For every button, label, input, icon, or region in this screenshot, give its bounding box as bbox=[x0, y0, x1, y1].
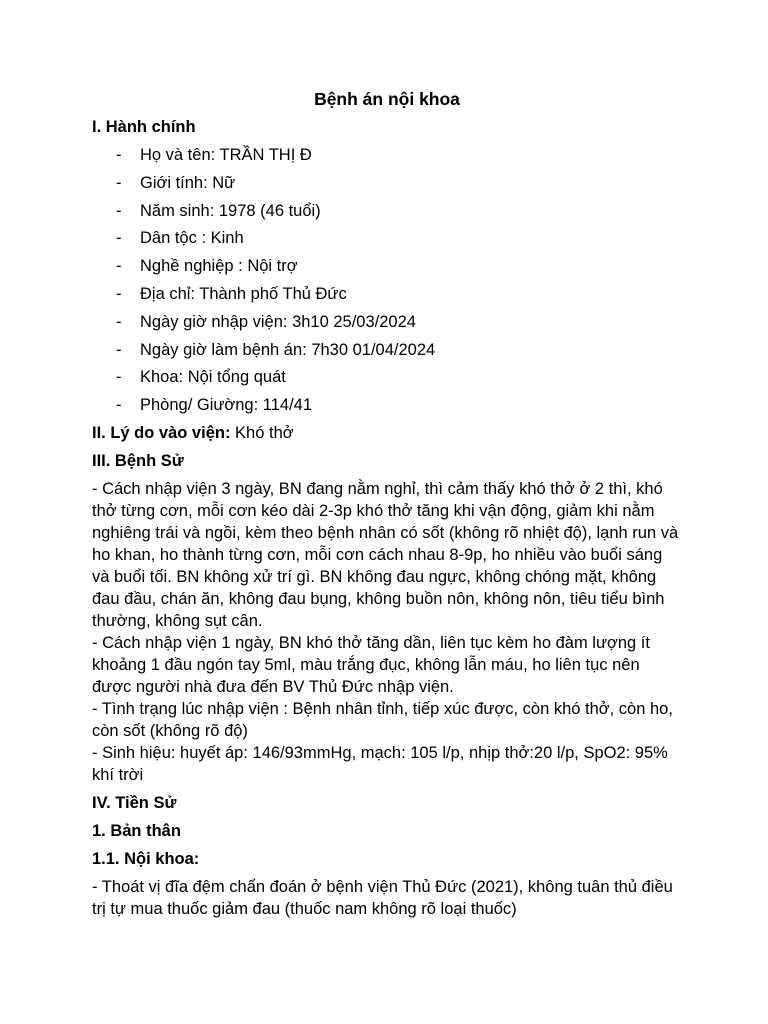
history-paragraph: - Cách nhập viện 3 ngày, BN đang nằm nghỉ, thì cảm thấy khó thở ở 2 thì, khó thở từng cơn, mỗi cơn kéo dài 2-3p khó thở tăng khi vận động, giảm khi nằm nghiêng trái và ngồi, kèm theo bệnh nhân có sốt (không rõ nhiệt độ), lạnh run và ho khan, ho thành từng cơn, mỗi cơn cách nhau 8-9p, ho nhiều vào buổi sáng và buổi tối. BN không xử trí gì. BN không đau ngực, không chóng mặt, không đau đầu, chán ăn, không đau bụng, không buồn nôn, không nôn, tiêu tiểu bình thường, không sụt cân. bbox=[92, 479, 679, 630]
list-item bbox=[92, 200, 682, 222]
record-datetime: Ngày giờ làm bệnh án: 7h30 01/04/2024 bbox=[140, 340, 436, 359]
section-past-history-heading: IV. Tiền Sử bbox=[92, 793, 177, 812]
dash-bullet: - bbox=[116, 312, 122, 331]
subsection-internal-medicine-heading: 1.1. Nội khoa: bbox=[92, 849, 200, 868]
room-bed: Phòng/ Giường: 114/41 bbox=[140, 396, 313, 415]
document-page bbox=[92, 88, 682, 920]
history-of-present-illness bbox=[92, 478, 682, 786]
admission-datetime: Ngày giờ nhập viện: 3h10 25/03/2024 bbox=[140, 312, 416, 331]
dash-bullet: - bbox=[116, 146, 122, 164]
administrative-info-list bbox=[92, 144, 682, 416]
list-item bbox=[92, 311, 682, 333]
list-item bbox=[92, 227, 682, 249]
dash-bullet: - bbox=[116, 396, 122, 415]
dash-bullet: - bbox=[116, 368, 122, 387]
history-paragraph: - Cách nhập viện 1 ngày, BN khó thở tăng dần, liên tục kèm ho đàm lượng ít khoảng 1 đầu ngón tay 5ml, màu trắng đục, không lẫn máu, ho liên tục nên được người nhà đưa đến BV Thủ Đức nhập viện. bbox=[92, 633, 650, 696]
patient-address: Địa chỉ: Thành phố Thủ Đức bbox=[140, 284, 347, 303]
list-item bbox=[92, 394, 682, 416]
document-title: Bệnh án nội khoa bbox=[314, 89, 460, 109]
section-administrative-heading: I. Hành chính bbox=[92, 118, 196, 136]
history-paragraph: - Sinh hiệu: huyết áp: 146/93mmHg, mạch: 105 l/p, nhịp thở:20 l/p, SpO2: 95% khí trời bbox=[92, 743, 668, 784]
patient-gender: Giới tính: Nữ bbox=[140, 173, 236, 192]
list-item bbox=[92, 144, 682, 166]
dash-bullet: - bbox=[116, 340, 122, 359]
dash-bullet: - bbox=[116, 173, 122, 192]
list-item bbox=[92, 283, 682, 305]
section-history-heading: III. Bệnh Sử bbox=[92, 451, 184, 470]
list-item bbox=[92, 366, 682, 388]
patient-ethnicity: Dân tộc : Kinh bbox=[140, 229, 244, 248]
patient-birth-year: Năm sinh: 1978 (46 tuổi) bbox=[140, 201, 321, 220]
reason-heading: II. Lý do vào viện: bbox=[92, 423, 231, 442]
reason-value: Khó thở bbox=[235, 423, 294, 442]
subsection-personal-heading: 1. Bản thân bbox=[92, 821, 181, 840]
list-item bbox=[92, 339, 682, 361]
list-item bbox=[92, 255, 682, 277]
department: Khoa: Nội tổng quát bbox=[140, 368, 286, 387]
patient-name: Họ và tên: TRẦN THỊ Đ bbox=[140, 146, 312, 164]
dash-bullet: - bbox=[116, 229, 122, 248]
dash-bullet: - bbox=[116, 284, 122, 303]
patient-occupation: Nghề nghiệp : Nội trợ bbox=[140, 257, 298, 276]
dash-bullet: - bbox=[116, 257, 122, 276]
internal-medicine-history-text: - Thoát vị đĩa đệm chẩn đoán ở bệnh viện Thủ Đức (2021), không tuân thủ điều trị tự mua thuốc giảm đau (thuốc nam không rõ loại thuốc) bbox=[92, 877, 673, 918]
dash-bullet: - bbox=[116, 201, 122, 220]
history-paragraph: - Tình trạng lúc nhập viện : Bệnh nhân tỉnh, tiếp xúc được, còn khó thở, còn ho, còn sốt (không rõ độ) bbox=[92, 699, 673, 740]
list-item bbox=[92, 172, 682, 194]
section-reason-for-admission bbox=[92, 422, 682, 444]
